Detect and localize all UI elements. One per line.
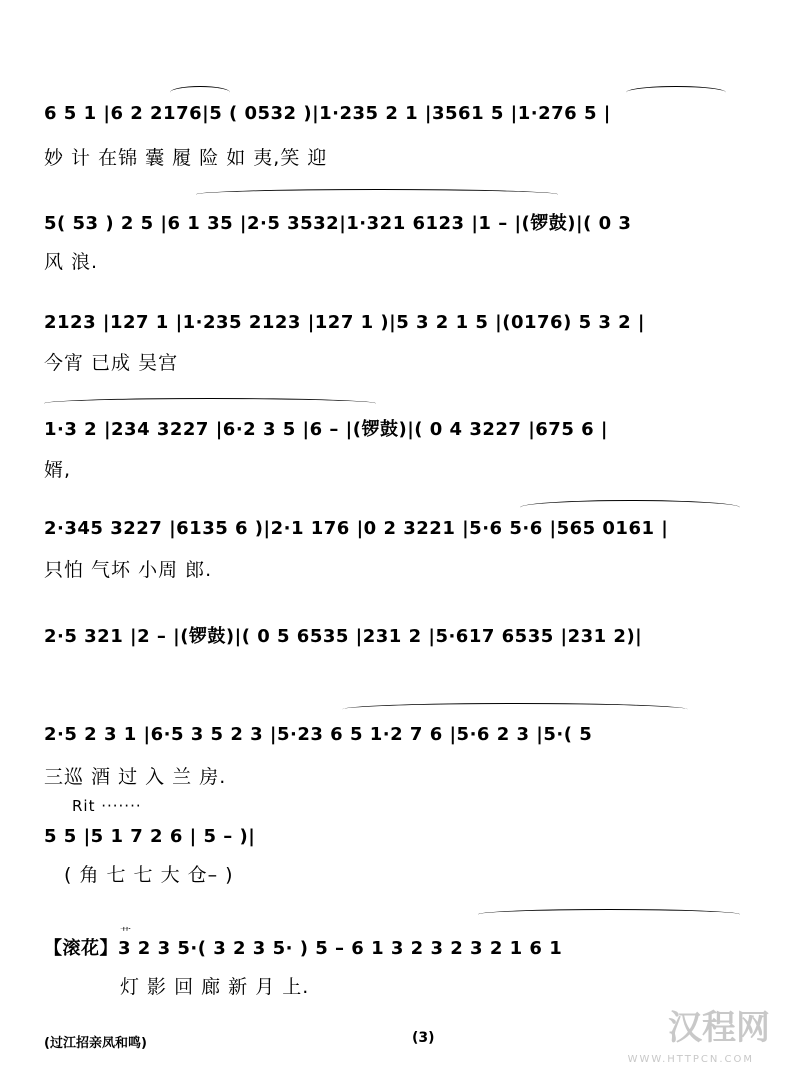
scattered-beat-mark: 艹 <box>120 926 132 939</box>
score-row-5-notes: 2·345 3227 |6135 6 )|2·1 176 |0 2 3221 |5·6 5·6 |565 0161 | <box>44 518 669 539</box>
score-row-3-lyrics: 今宵 已成 吴宫 <box>44 352 179 374</box>
score-row-6-notes: 2·5 321 |2 – |(锣鼓)|( 0 5 6535 |231 2 |5·617 6535 |231 2)| <box>44 626 643 647</box>
score-row-8-lyrics: ( 角 七 七 大 仓– ) <box>64 864 234 886</box>
slur-arc <box>626 86 726 99</box>
score-row-8-notes: 5 5 |5 1 7 2 6 | 5 – )| <box>44 826 256 847</box>
score-row-3-notes: 2123 |127 1 |1·235 2123 |127 1 )|5 3 2 1 5 |(0176) 5 3 2 | <box>44 312 646 333</box>
score-row-2-notes: 5( 53 ) 2 5 |6 1 35 |2·5 3532|1·321 6123 |1 – |(锣鼓)|( 0 3 <box>44 213 632 234</box>
slur-arc <box>170 86 230 99</box>
song-title-footer: (过江招亲凤和鸣) <box>44 1036 147 1051</box>
score-row-4-notes: 1·3 2 |234 3227 |6·2 3 5 |6 – |(锣鼓)|( 0 4 3227 |675 6 | <box>44 419 608 440</box>
slur-arc <box>44 398 376 409</box>
slur-arc <box>196 189 558 200</box>
score-row-9-notes: 【滚花】3 2 3 5·( 3 2 3 5· ) 5 – 6 1 3 2 3 2 3 2 1 6 1 <box>44 938 563 959</box>
score-row-4-lyrics: 婿, <box>44 459 72 481</box>
score-row-9-lyrics: 灯 影 回 廊 新 月 上. <box>120 976 310 998</box>
slur-arc <box>478 909 740 920</box>
score-row-1-lyrics: 妙 计 在锦 囊 履 险 如 夷,笑 迎 <box>44 147 328 169</box>
score-row-7-notes: 2·5 2 3 1 |6·5 3 5 2 3 |5·23 6 5 1·2 7 6 |5·6 2 3 |5·( 5 <box>44 724 593 745</box>
slur-arc <box>520 500 740 515</box>
score-row-7-lyrics: 三巡 酒 过 入 兰 房. <box>44 766 227 788</box>
score-row-1-notes: 6 5 1 |6 2 2176|5 ( 0532 )|1·235 2 1 |3561 5 |1·276 5 | <box>44 103 611 124</box>
score-row-2-lyrics: 风 浪. <box>44 251 99 273</box>
ritardando-marking: Rit ······· <box>72 797 142 815</box>
page-number: (3) <box>412 1030 435 1046</box>
slur-arc <box>342 703 688 716</box>
site-watermark-url: WWW.HTTPCN.COM <box>627 1054 754 1065</box>
site-watermark-logo: 汉程网 <box>668 1008 770 1048</box>
score-row-5-lyrics: 只怕 气坏 小周 郎. <box>44 559 213 581</box>
